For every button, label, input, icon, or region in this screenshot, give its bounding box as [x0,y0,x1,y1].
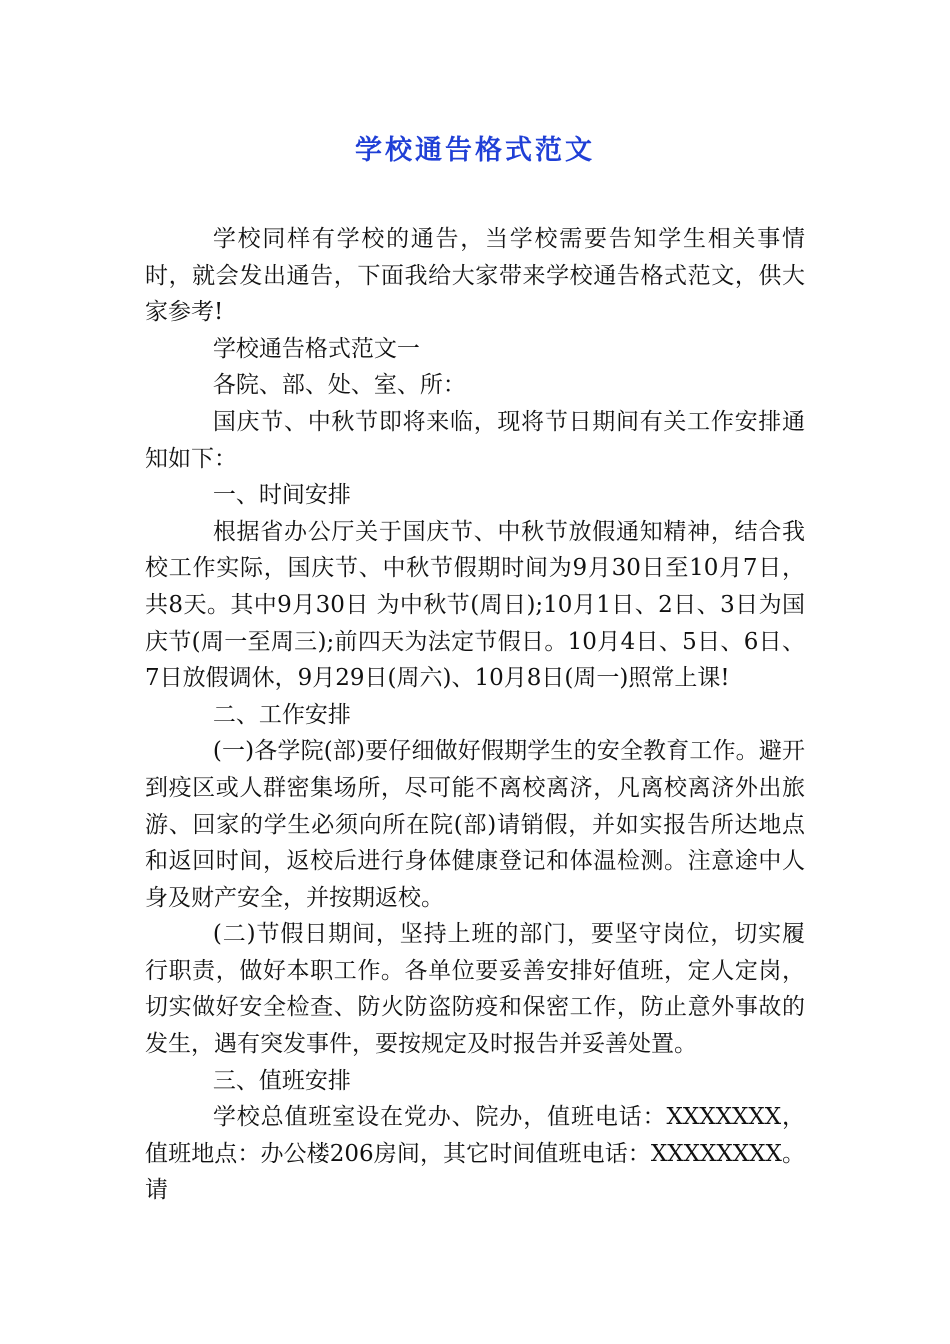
section-heading-time: 一、时间安排 [212,482,351,509]
paragraph-notice-lead: 国庆节、中秋节即将来临，现将节日期间有关工作安排通知如下： [145,408,805,472]
section-heading-work: 二、工作安排 [212,701,351,728]
paragraph-work-item-2: (二)节假日期间，坚持上班的部门，要坚守岗位，切实履行职责，做好本职工作。各单位要妥善安排好值班，定人定岗，切实做好安全检查、防火防盗防疫和保密工作，防止意外事故的发生，遇有突发事件，要按规定及时报告并妥善处置。 [145,921,805,1058]
document-title: 学校通告格式范文 [355,135,595,166]
document-body [145,221,805,1209]
paragraph-sample-heading: 学校通告格式范文一 [212,335,420,362]
paragraph-intro: 学校同样有学校的通告，当学校需要告知学生相关事情时，就会发出通告，下面我给大家带来学校通告格式范文，供大家参考! [145,226,805,326]
paragraph-duty-arrangement: 学校总值班室设在党办、院办，值班电话：XXXXXXX，值班地点：办公楼206房间，其它时间值班电话：XXXXXXXX。请 [145,1104,805,1204]
section-heading-duty: 三、值班安排 [212,1067,351,1094]
paragraph-work-item-1: (一)各学院(部)要仔细做好假期学生的安全教育工作。避开到疫区或人群密集场所，尽可能不离校离济，凡离校离济外出旅游、回家的学生必须向所在院(部)请销假，并如实报告所达地点和返回时间，返校后进行身体健康登记和体温检测。注意途中人身及财产安全，并按期返校。 [145,738,805,911]
paragraph-salutation: 各院、部、处、室、所： [212,372,466,399]
paragraph-time-arrangement: 根据省办公厅关于国庆节、中秋节放假通知精神，结合我校工作实际，国庆节、中秋节假期时间为9月30日至10月7日，共8天。其中9月30日 为中秋节(周日);10月1日、2日、3日为国庆节(周一至周三);前四天为法定节假日。10月4日、5日、6日、7日放假调休，9月29日(周六)、10月8日(周一)照常上课! [145,518,805,692]
